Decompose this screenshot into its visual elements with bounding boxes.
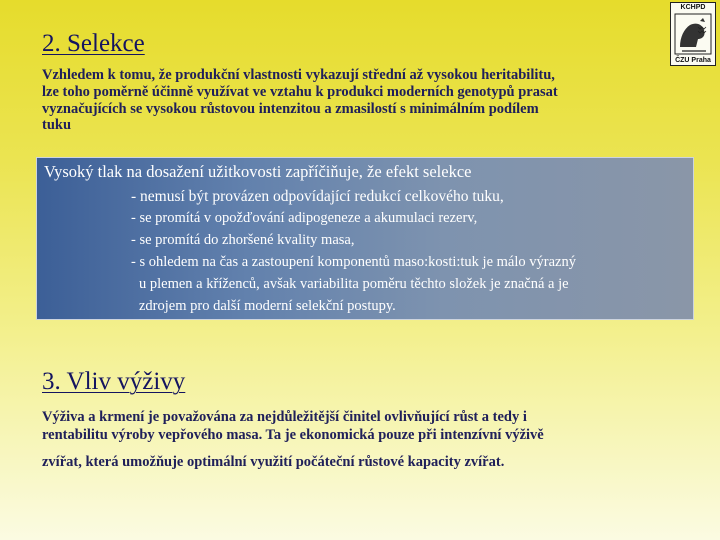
section-title-nutrition: 3. Vliv výživy xyxy=(42,368,186,395)
list-item: - s ohledem na čas a zastoupení komponentů maso:kosti:tuk je málo výrazný xyxy=(131,254,576,270)
section-title-selection: 2. Selekce xyxy=(42,30,145,57)
list-item: - se promítá do zhoršené kvality masa, xyxy=(131,232,355,248)
paragraph-line: vyznačujících se vysokou růstovou intenzitou a zmasilostí s minimálním podílem xyxy=(42,100,539,117)
logo-top-text: KCHPD xyxy=(680,4,706,11)
paragraph-line: Vzhledem k tomu, že produkční vlastnosti vykazují střední až vysokou heritabilitu, xyxy=(42,67,555,83)
list-item: u plemen a kříženců, avšak variabilita poměru těchto složek je značná a je xyxy=(139,276,569,292)
selection-paragraph xyxy=(42,67,688,134)
paragraph-line: Výživa a krmení je považována za nejdůležitější činitel ovlivňující růst a tedy i xyxy=(42,409,527,425)
paragraph-line: lze toho poměrně účinně využívat ve vztahu k produkci moderních genotypů prasat xyxy=(42,83,558,100)
box-heading: Vysoký tlak na dosažení užitkovosti zapříčiňuje, že efekt selekce xyxy=(44,162,472,181)
paragraph-line: tuku xyxy=(42,117,72,134)
paragraph-line: rentabilitu výroby vepřového masa. Ta je ekonomická pouze při intenzívní výživě xyxy=(42,427,544,443)
logo-emblem-icon xyxy=(674,13,712,55)
logo-bottom-text: ČZU Praha xyxy=(675,57,711,64)
paragraph-line: zvířat, která umožňuje optimální využití počáteční růstové kapacity zvířat. xyxy=(42,454,505,470)
kchpd-czu-logo xyxy=(670,2,716,66)
list-item: - nemusí být provázen odpovídající redukcí celkového tuku, xyxy=(131,188,504,205)
list-item: zdrojem pro další moderní selekční postupy. xyxy=(139,298,396,314)
list-item: - se promítá v opožďování adipogeneze a akumulaci rezerv, xyxy=(131,210,478,226)
selection-effects-box xyxy=(36,157,694,320)
nutrition-paragraph xyxy=(42,408,688,471)
